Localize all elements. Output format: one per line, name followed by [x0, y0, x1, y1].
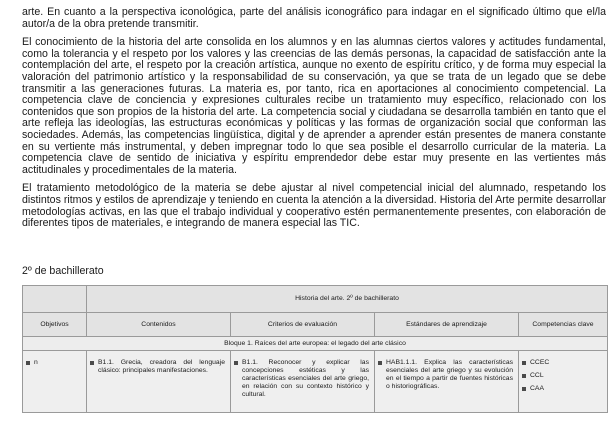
bullet-icon [234, 361, 238, 365]
section-heading: 2º de bachillerato [22, 265, 104, 277]
bullet-icon [522, 374, 526, 378]
cell-estandares [375, 351, 519, 413]
objetivo-code: n [34, 359, 38, 366]
header-estandares: Estándares de aprendizaje [375, 313, 519, 337]
list-item [519, 359, 607, 367]
table-title-row [23, 286, 608, 313]
list-item [519, 372, 607, 380]
table-header-row [23, 313, 608, 337]
table-block-row [23, 337, 608, 351]
cell-objetivos [23, 351, 87, 413]
header-competencias: Competencias clave [519, 313, 608, 337]
paragraph-continuation: arte. En cuanto a la perspectiva iconológica, parte del análisis iconográfico para indagar en el significado último que el/la autor/a de la obra pretende transmitir. [22, 6, 606, 30]
competencia-caa: CAA [530, 384, 544, 392]
header-contenidos: Contenidos [87, 313, 231, 337]
header-criterios: Criterios de evaluación [231, 313, 375, 337]
body-text [22, 7, 606, 237]
estandar-text: HAB1.1.1. Explica las características esenciales del arte griego y su evolución en el tiempo a partir de fuentes históricas o historiográficas. [386, 359, 513, 390]
cell-contenidos [87, 351, 231, 413]
competencia-ccec: CCEC [530, 359, 550, 366]
contenido-text: B1.1. Grecia, creadora del lenguaje clásico: principales manifestaciones. [98, 359, 225, 374]
table-title-blank-cell [23, 286, 87, 313]
table-row [23, 351, 608, 413]
criterio-text: B1.1. Reconocer y explicar las concepciones estéticas y las características esenciales del arte griego, en relación con su contexto histórico y cultural. [242, 359, 369, 398]
paragraph-values-competences: El conocimiento de la historia del arte consolida en los alumnos y en las alumnas ciertos valores y actitudes fundamental, como la tolerancia y el respeto por los valores y las creencias de las demás personas, la capacidad de satisfacción ante la contemplación del arte, el respeto por la creación artística, aunque no exento de espíritu crítico, y de forma muy especial la valoración del patrimonio artístico y la responsabilidad de su conservación, ya que se trata de un legado que se debe transmitir a las generaciones futuras. La materia es, por tanto, rica en aportaciones al conocimiento competencial. La competencia clave de conciencia y expresiones culturales recibe un tratamiento muy específico, relacionado con los contenidos que son propios de la historia del arte. La competencia social y ciudadana se desarrolla también en tanto que el arte refleja las ideologías, las estructuras económicas y políticas y las formas de organización social que conforman las sociedades. Además, las competencias lingüística, digital y de aprender a aprender están presentes de manera constante en su vertiente más instrumental, y deben impregnar todo lo que sea posible el desarrollo curricular de la materia. La competencia clave de sentido de iniciativa y espíritu emprendedor debe estar muy presente en las vertientes más actitudinales y procedimentales de la materia. [22, 36, 606, 176]
bullet-icon [26, 361, 30, 365]
list-item [519, 385, 607, 393]
block-title: Bloque 1. Raíces del arte europea: el legado del arte clásico [23, 337, 608, 351]
bullet-icon [522, 387, 526, 391]
bullet-icon [522, 361, 526, 365]
cell-competencias [519, 351, 608, 413]
curriculum-table [22, 285, 608, 413]
competencia-ccl: CCL [530, 371, 544, 379]
paragraph-methodology: El tratamiento metodológico de la materia se debe ajustar al nivel competencial inicial del alumnado, respetando los distintos ritmos y estilos de aprendizaje y teniendo en cuenta la atención a la diversidad. Historia del Arte permite desarrollar metodologías activas, en las que el trabajo individual y cooperativo estén permanentemente presentes, con elaboración de diferentes tipos de materiales, e integrando de manera especial las TIC. [22, 182, 606, 230]
competencias-list [519, 359, 607, 393]
table-title: Historia del arte. 2º de bachillerato [87, 286, 608, 313]
bullet-icon [378, 361, 382, 365]
header-objetivos: Objetivos [23, 313, 87, 337]
cell-criterios [231, 351, 375, 413]
bullet-icon [90, 361, 94, 365]
